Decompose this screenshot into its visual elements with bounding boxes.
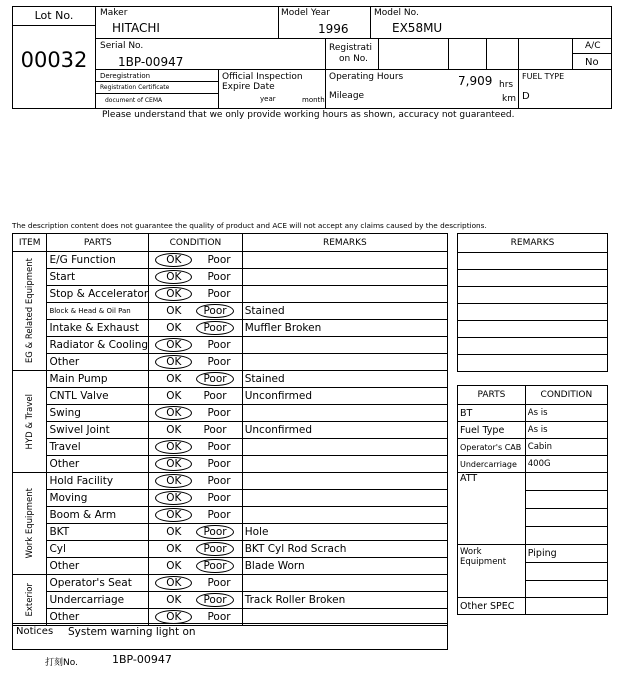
table-row <box>13 388 448 405</box>
poor-option: Poor <box>207 509 231 521</box>
poor-option: Poor <box>203 424 227 436</box>
part-name: Boom & Arm <box>47 507 149 524</box>
poor-circled: Poor <box>196 321 233 335</box>
condition-cell <box>149 337 243 354</box>
right-parts-row <box>458 439 608 456</box>
right-condition-header: CONDITION <box>525 386 607 405</box>
table-row <box>13 337 448 354</box>
part-name: Hold Facility <box>47 473 149 490</box>
remark <box>242 337 447 354</box>
remark <box>242 473 447 490</box>
poor-circled: Poor <box>196 304 233 318</box>
part-name: Travel <box>47 439 149 456</box>
table-row <box>13 286 448 303</box>
maker-value: HITACHI <box>112 21 160 35</box>
condition-cell <box>149 558 243 575</box>
right-parts-row <box>458 405 608 422</box>
part-name: Moving <box>47 490 149 507</box>
serial-label: Serial No. <box>100 41 144 51</box>
mileage-label: Mileage <box>329 91 365 101</box>
table-row <box>13 507 448 524</box>
right-part: BT <box>458 405 526 422</box>
remark <box>242 456 447 473</box>
right-part: Undercarriage <box>458 456 526 473</box>
table-row <box>13 473 448 490</box>
condition-cell <box>149 541 243 558</box>
right-cond: 400G <box>525 456 607 473</box>
part-name: Other <box>47 354 149 371</box>
cema-label: document of CEMA <box>105 97 163 104</box>
ac-value: No <box>585 57 599 68</box>
condition-cell <box>149 473 243 490</box>
col-condition: CONDITION <box>149 234 243 252</box>
condition-cell <box>149 286 243 303</box>
registration-cert-label: Registration Certificate <box>100 84 170 91</box>
condition-cell <box>149 507 243 524</box>
condition-cell <box>149 575 243 592</box>
poor-option: Poor <box>203 390 227 402</box>
table-row <box>13 303 448 320</box>
poor-option: Poor <box>207 611 231 623</box>
poor-circled: Poor <box>196 542 233 556</box>
part-name: Other <box>47 456 149 473</box>
poor-option: Poor <box>207 271 231 283</box>
right-part: Fuel Type <box>458 422 526 439</box>
operating-hours-label: Operating Hours <box>329 72 404 82</box>
lot-value: 00032 <box>20 48 88 72</box>
right-remarks-table <box>457 233 608 372</box>
remark: Muffler Broken <box>242 320 447 337</box>
table-row <box>13 371 448 388</box>
condition-cell <box>149 456 243 473</box>
remark: Stained <box>242 303 447 320</box>
remark <box>242 490 447 507</box>
section-label: Work Equipment <box>24 488 35 559</box>
model-year-value: 1996 <box>318 22 349 36</box>
operating-hours-value: 7,909 <box>458 74 493 88</box>
remark <box>242 252 447 269</box>
table-row <box>13 439 448 456</box>
registration-label-2: on No. <box>339 54 369 64</box>
ok-circled: OK <box>155 406 192 420</box>
table-row <box>13 541 448 558</box>
notices-box <box>12 623 448 650</box>
table-row <box>13 320 448 337</box>
poor-circled: Poor <box>196 372 233 386</box>
ok-option: OK <box>166 305 182 317</box>
part-name: Operator's Seat <box>47 575 149 592</box>
right-parts-table <box>457 385 608 615</box>
condition-table <box>12 233 448 626</box>
table-row <box>13 354 448 371</box>
condition-cell <box>149 490 243 507</box>
poor-option: Poor <box>207 339 231 351</box>
fuel-type-value: D <box>522 91 530 102</box>
right-cond: Cabin <box>525 439 607 456</box>
deregistration-label: Deregistration <box>100 72 151 80</box>
part-name: Radiator & Cooling <box>47 337 149 354</box>
right-part: Operator's CAB <box>458 439 526 456</box>
table-row <box>13 524 448 541</box>
section-label: EG & Related Equipment <box>24 258 35 364</box>
remark: Hole <box>242 524 447 541</box>
condition-cell <box>149 269 243 286</box>
section-label: HYD & Travel <box>24 393 35 450</box>
col-item: ITEM <box>13 234 47 252</box>
hours-notice: Please understand that we only provide working hours as shown, accuracy not guaranteed. <box>102 110 515 120</box>
table-header-row <box>13 234 448 252</box>
poor-option: Poor <box>207 458 231 470</box>
ok-option: OK <box>166 560 182 572</box>
part-name: Other <box>47 609 149 626</box>
ok-circled: OK <box>155 287 192 301</box>
lot-box <box>12 6 96 109</box>
table-row <box>13 405 448 422</box>
remark <box>242 507 447 524</box>
ok-option: OK <box>166 543 182 555</box>
part-name: Swivel Joint <box>47 422 149 439</box>
ok-option: OK <box>166 526 182 538</box>
ok-circled: OK <box>155 508 192 522</box>
remark <box>242 286 447 303</box>
remark: BKT Cyl Rod Scrach <box>242 541 447 558</box>
table-row <box>13 252 448 269</box>
part-name: BKT <box>47 524 149 541</box>
serial-value: 1BP-00947 <box>118 55 184 69</box>
part-name: Other <box>47 558 149 575</box>
inspection-label-2: Expire Date <box>222 82 275 92</box>
year-label: year <box>260 95 276 103</box>
remark <box>242 354 447 371</box>
right-cond: As is <box>525 405 607 422</box>
fuel-type-label: FUEL TYPE <box>522 72 565 81</box>
condition-cell <box>149 320 243 337</box>
condition-cell <box>149 422 243 439</box>
part-name: Intake & Exhaust <box>47 320 149 337</box>
ok-circled: OK <box>155 474 192 488</box>
condition-cell <box>149 592 243 609</box>
ok-circled: OK <box>155 355 192 369</box>
section-label: Exterior <box>24 583 35 617</box>
condition-cell <box>149 524 243 541</box>
model-no-label: Model No. <box>374 8 419 18</box>
inspection-label-1: Official Inspection <box>222 72 303 82</box>
table-row <box>13 490 448 507</box>
model-no-value: EX58MU <box>392 21 443 35</box>
remark <box>242 439 447 456</box>
poor-option: Poor <box>207 577 231 589</box>
part-name: E/G Function <box>47 252 149 269</box>
poor-option: Poor <box>207 407 231 419</box>
att-label: ATT <box>458 473 526 545</box>
month-label: month <box>302 96 325 104</box>
part-name: Undercarriage <box>47 592 149 609</box>
ok-option: OK <box>166 322 182 334</box>
maker-label: Maker <box>100 8 128 18</box>
table-row <box>13 456 448 473</box>
stamp-label: 打刻No. <box>45 658 78 668</box>
poor-circled: Poor <box>196 593 233 607</box>
remark <box>242 269 447 286</box>
remark: Track Roller Broken <box>242 592 447 609</box>
ok-circled: OK <box>155 338 192 352</box>
poor-option: Poor <box>207 254 231 266</box>
remark <box>242 575 447 592</box>
ok-circled: OK <box>155 610 192 624</box>
part-name: Main Pump <box>47 371 149 388</box>
ok-circled: OK <box>155 491 192 505</box>
col-remarks: REMARKS <box>242 234 447 252</box>
remark <box>242 405 447 422</box>
condition-cell <box>149 388 243 405</box>
part-name: Swing <box>47 405 149 422</box>
poor-circled: Poor <box>196 525 233 539</box>
right-parts-row <box>458 422 608 439</box>
ok-option: OK <box>166 594 182 606</box>
poor-option: Poor <box>207 356 231 368</box>
table-row <box>13 575 448 592</box>
work-equipment-label: Work Equipment <box>458 545 526 598</box>
right-remarks-header: REMARKS <box>458 234 608 253</box>
ok-circled: OK <box>155 270 192 284</box>
condition-cell <box>149 371 243 388</box>
condition-cell <box>149 252 243 269</box>
remark: Stained <box>242 371 447 388</box>
col-parts: PARTS <box>47 234 149 252</box>
notices-label: Notices <box>16 626 54 637</box>
table-row <box>13 592 448 609</box>
hrs-label: hrs <box>499 80 514 90</box>
ok-circled: OK <box>155 440 192 454</box>
table-row <box>13 422 448 439</box>
disclaimer: The description content does not guarantee the quality of product and ACE will not accept any claims caused by the descriptions. <box>12 221 487 230</box>
model-year-label: Model Year <box>281 8 330 18</box>
other-spec-label: Other SPEC <box>458 598 526 615</box>
right-cond: As is <box>525 422 607 439</box>
ok-option: OK <box>166 373 182 385</box>
remark: Blade Worn <box>242 558 447 575</box>
condition-cell <box>149 303 243 320</box>
condition-cell <box>149 405 243 422</box>
table-row <box>13 269 448 286</box>
ok-option: OK <box>166 390 182 402</box>
ac-label: A/C <box>585 41 601 51</box>
notices-value: System warning light on <box>68 626 196 638</box>
km-label: km <box>502 94 516 104</box>
registration-label-1: Registrati <box>329 43 373 53</box>
ok-option: OK <box>166 424 182 436</box>
work-equipment-value: Piping <box>526 545 607 563</box>
poor-option: Poor <box>207 475 231 487</box>
remark: Unconfirmed <box>242 388 447 405</box>
poor-circled: Poor <box>196 559 233 573</box>
ok-circled: OK <box>155 457 192 471</box>
poor-option: Poor <box>207 492 231 504</box>
part-name: Block & Head & Oil Pan <box>47 303 149 320</box>
ok-circled: OK <box>155 253 192 267</box>
right-parts-row <box>458 456 608 473</box>
ok-circled: OK <box>155 576 192 590</box>
part-name: Stop & Accelerator <box>47 286 149 303</box>
poor-option: Poor <box>207 288 231 300</box>
poor-option: Poor <box>207 441 231 453</box>
condition-cell <box>149 354 243 371</box>
part-name: Cyl <box>47 541 149 558</box>
part-name: CNTL Valve <box>47 388 149 405</box>
remark: Unconfirmed <box>242 422 447 439</box>
condition-cell <box>149 439 243 456</box>
table-row <box>13 558 448 575</box>
lot-label: Lot No. <box>13 7 95 26</box>
stamp-value: 1BP-00947 <box>112 653 172 666</box>
right-parts-header: PARTS <box>458 386 526 405</box>
part-name: Start <box>47 269 149 286</box>
